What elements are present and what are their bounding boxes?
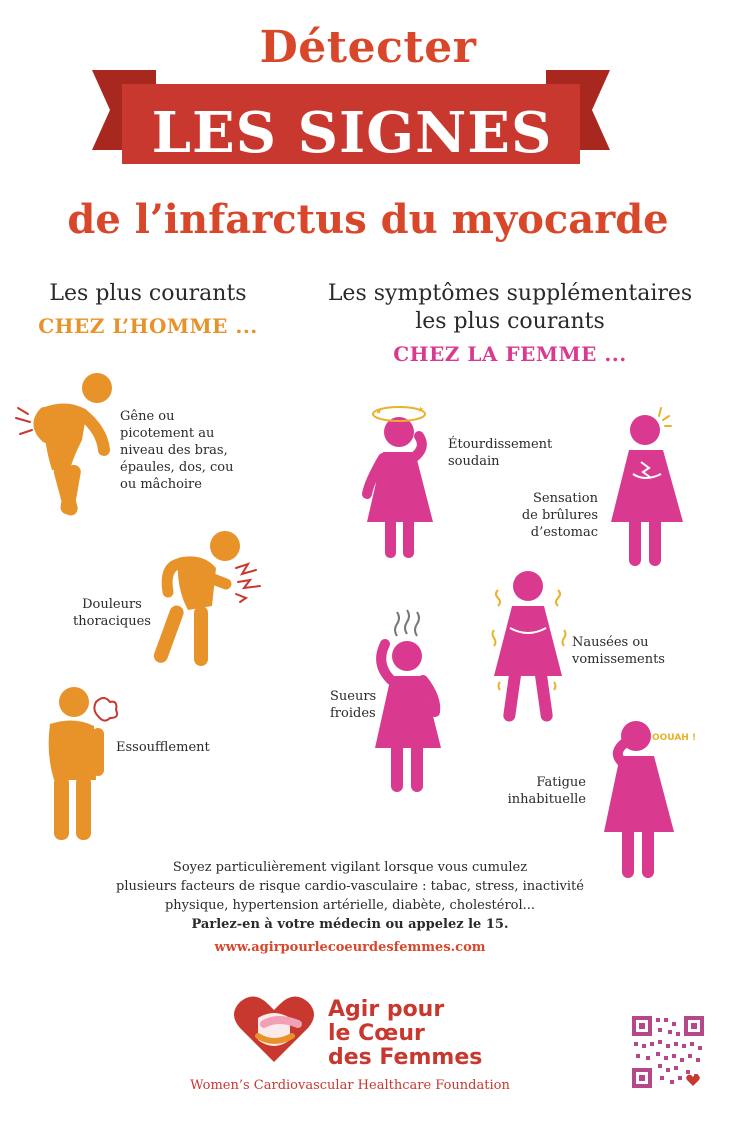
foundation-tagline: Women’s Cardiovascular Healthcare Foundation	[190, 1078, 510, 1093]
heart-logo-icon	[228, 992, 320, 1068]
qr-code-icon[interactable]	[630, 1014, 706, 1090]
pretitle: Détecter	[259, 22, 477, 73]
risk-line-1: Soyez particulièrement vigilant lorsque vous cumulez	[172, 860, 528, 875]
dizzy-woman-icon	[355, 402, 445, 562]
fatigue-woman-icon	[600, 712, 697, 882]
svg-text:★: ★	[375, 407, 383, 416]
women-symptom-1-label: Étourdissement soudain	[448, 437, 553, 469]
women-subheading: CHEZ LA FEMME ...	[393, 342, 627, 366]
org-name	[328, 998, 482, 1070]
women-symptom-2-label: Sensation de brûlures d’estomac	[521, 491, 598, 540]
men-symptom-1-label: Gêne ou picotement au niveau des bras, épaules, dos, cou ou mâchoire	[120, 409, 234, 492]
call-to-action: Parlez-en à votre médecin ou appelez le 15.	[191, 917, 509, 932]
risk-line-3: physique, hypertension artérielle, diabète, cholestérol...	[164, 898, 536, 913]
subtitle: de l’infarctus du myocarde	[67, 196, 669, 243]
risk-line-2: plusieurs facteurs de risque cardio-vasculaire : tabac, stress, inactivité	[116, 879, 584, 894]
men-heading: Les plus courants	[49, 281, 247, 306]
banner-title: LES SIGNES	[151, 100, 553, 166]
women-heading-line1: Les symptômes supplémentaires	[327, 281, 693, 306]
chest-pain-man-icon	[150, 528, 270, 673]
breathless-man-icon	[30, 684, 120, 844]
women-heading-line2: les plus courants	[415, 309, 605, 334]
women-symptom-3-label: Sueurs froides	[330, 689, 377, 721]
website-link[interactable]: www.agirpourlecoeurdesfemmes.com	[214, 940, 486, 955]
men-symptom-2-label: Douleurs thoraciques	[73, 597, 151, 629]
cold-sweat-woman-icon	[365, 608, 455, 798]
svg-text:★: ★	[417, 405, 425, 414]
stomach-burn-woman-icon	[605, 402, 695, 572]
nausea-woman-icon	[490, 566, 570, 726]
org-name-line3: des Femmes	[328, 1045, 483, 1070]
men-subheading: CHEZ L’HOMME ...	[38, 314, 258, 338]
yawn-text: OOUAH !	[652, 733, 697, 743]
back-pain-man-icon	[12, 370, 122, 520]
org-name-line1: Agir pour	[328, 997, 445, 1022]
women-symptom-4-label: Nausées ou vomissements	[572, 635, 665, 667]
risk-paragraph	[100, 858, 600, 934]
men-symptom-3-label: Essoufflement	[116, 740, 210, 755]
org-name-line2: le Cœur	[328, 1021, 425, 1046]
women-symptom-5-label: Fatigue inhabituelle	[507, 775, 586, 807]
